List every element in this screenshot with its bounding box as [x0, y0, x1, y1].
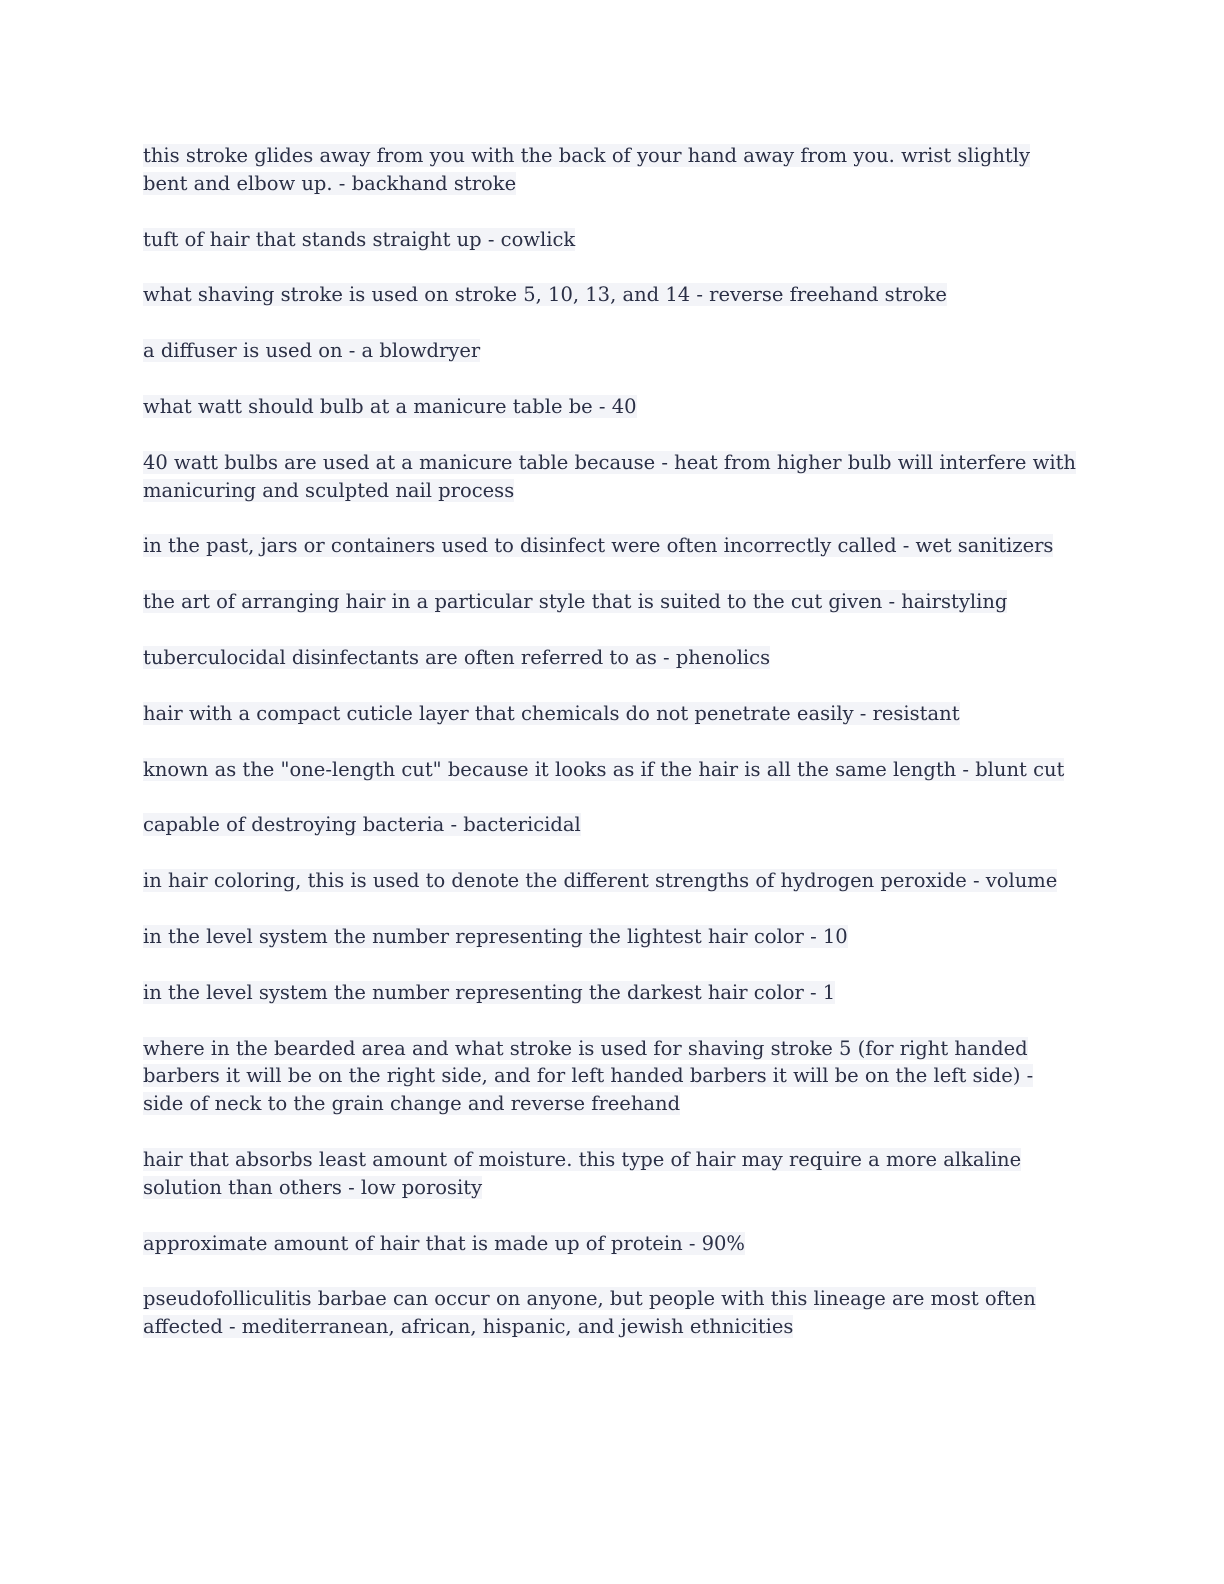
flashcard-entry: [143, 281, 1078, 309]
entry-text: in hair coloring, this is used to denote the different strengths of hydrogen peroxide - volume: [143, 869, 1058, 893]
entry-text: this stroke glides away from you with the back of your hand away from you. wrist slightly bent and elbow up. - backhand stroke: [143, 144, 1030, 195]
flashcard-entry: [143, 867, 1078, 895]
entry-text: 40 watt bulbs are used at a manicure table because - heat from higher bulb will interfere with manicuring and sculpted nail process: [143, 450, 1076, 502]
flashcard-entry: [143, 644, 1078, 672]
flashcard-entry: [143, 532, 1078, 560]
flashcard-entry: [143, 811, 1078, 839]
entry-text: a diffuser is used on - a blowdryer: [143, 339, 481, 363]
entry-text: pseudofolliculitis barbae can occur on anyone, but people with this lineage are most often affected - mediterranean, african, hispanic, and jewish ethnicities: [143, 1287, 1036, 1339]
entry-text: hair with a compact cuticle layer that chemicals do not penetrate easily - resistant: [143, 701, 960, 725]
flashcard-entry: [143, 337, 1078, 365]
flashcard-entry: [143, 142, 1078, 198]
entry-text: what watt should bulb at a manicure table be - 40: [143, 394, 637, 418]
document-page: [143, 142, 1078, 1369]
entry-text: capable of destroying bacteria - bactericidal: [143, 813, 581, 837]
flashcard-entry: [143, 1146, 1078, 1202]
flashcard-entry: [143, 588, 1078, 616]
entry-text: the art of arranging hair in a particular style that is suited to the cut given - hairstyling: [143, 590, 1008, 614]
flashcard-entry: [143, 393, 1078, 421]
entry-text: in the past, jars or containers used to disinfect were often incorrectly called - wet sanitizers: [143, 534, 1054, 558]
flashcard-entry: [143, 1035, 1078, 1118]
flashcard-entry: [143, 979, 1078, 1007]
flashcard-entry: [143, 449, 1078, 505]
flashcard-entry: [143, 1285, 1078, 1341]
flashcard-entry: [143, 756, 1078, 784]
entry-text: what shaving stroke is used on stroke 5, 10, 13, and 14 - reverse freehand stroke: [143, 283, 947, 307]
flashcard-entry: [143, 1230, 1078, 1258]
entry-text: approximate amount of hair that is made up of protein - 90%: [143, 1231, 745, 1255]
flashcard-entry: [143, 923, 1078, 951]
flashcard-entry: [143, 700, 1078, 728]
entry-text: tuberculocidal disinfectants are often referred to as - phenolics: [143, 645, 771, 669]
entry-text: hair that absorbs least amount of moisture. this type of hair may require a more alkaline solution than others - low porosity: [143, 1147, 1022, 1199]
entry-text: tuft of hair that stands straight up - cowlick: [143, 227, 576, 251]
flashcard-entry: [143, 226, 1078, 254]
entry-text: known as the "one-length cut" because it looks as if the hair is all the same length - blunt cut: [143, 757, 1065, 781]
entry-text: where in the bearded area and what stroke is used for shaving stroke 5 (for right handed barbers it will be on the right side, and for left handed barbers it will be on the left side) - side of neck to the grain change and reverse freehand: [143, 1036, 1034, 1116]
entry-text: in the level system the number representing the darkest hair color - 1: [143, 980, 836, 1004]
entry-text: in the level system the number representing the lightest hair color - 10: [143, 924, 848, 948]
